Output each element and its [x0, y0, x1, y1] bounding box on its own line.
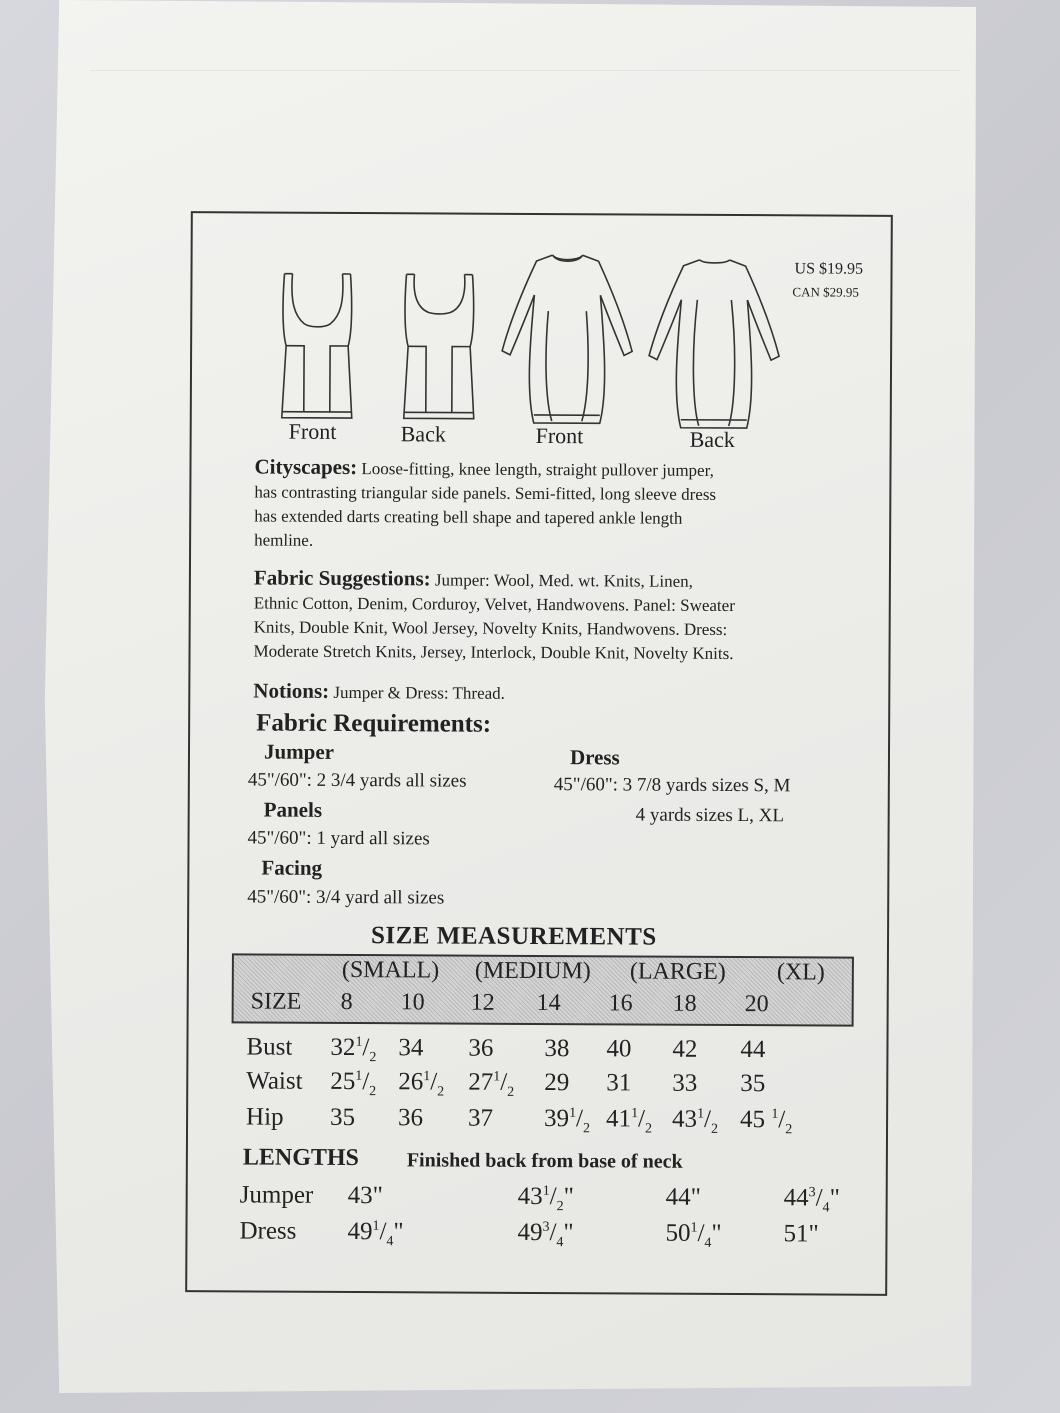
group-large: (LARGE) — [629, 958, 726, 985]
measure-value: $41^1/_2$ — [606, 1105, 653, 1137]
jumper-front-drawing — [280, 272, 355, 422]
description-title: Cityscapes: — [254, 454, 358, 480]
figure-label-dress-front: Front — [535, 422, 584, 449]
jumper-label: Jumper — [263, 739, 335, 764]
row-label-hip: Hip — [246, 1103, 284, 1131]
lengths-title: LENGTHS — [242, 1144, 359, 1172]
measure-value: 36 — [468, 1034, 494, 1062]
measure-value: 35 — [740, 1070, 766, 1098]
size-10: 10 — [400, 989, 425, 1016]
length-value: $44^3/_4$" — [783, 1184, 840, 1216]
panels-requirement: 45"/60": 1 yard all sizes — [247, 827, 430, 850]
length-value: 44" — [665, 1183, 701, 1211]
fabric-suggestions-block — [253, 566, 735, 667]
length-value: 43" — [347, 1182, 383, 1210]
jumper-back-drawing — [402, 272, 477, 422]
row-label-bust: Bust — [246, 1033, 293, 1061]
group-small: (SMALL) — [341, 956, 440, 984]
group-xl: (XL) — [776, 959, 825, 986]
description-block — [254, 455, 716, 555]
measure-value: 31 — [606, 1069, 632, 1097]
size-8: 8 — [340, 988, 353, 1016]
measure-value: 37 — [468, 1104, 494, 1132]
pattern-info-panel — [185, 211, 893, 1296]
dress-back-drawing — [647, 256, 782, 437]
description-line-1: Loose-fitting, knee length, straight pullover jumper, — [361, 459, 714, 480]
length-value: 51" — [783, 1220, 819, 1248]
measure-value: 35 — [330, 1103, 356, 1132]
measure-value: 38 — [544, 1035, 570, 1063]
dress-requirement-1: 45"/60": 3 7/8 yards sizes S, M — [553, 774, 791, 797]
notions-block — [253, 679, 505, 706]
measure-value: 45 $^1/_2$ — [740, 1106, 793, 1138]
length-value: $50^1/_4$" — [665, 1219, 722, 1251]
notions-title: Notions: — [253, 678, 330, 703]
fabric-suggestions-line-4: Moderate Stretch Knits, Jersey, Interlock, Double Knit, Novelty Knits. — [253, 641, 734, 664]
measure-value: $25^1/_2$ — [330, 1067, 377, 1100]
measure-value: 34 — [398, 1034, 424, 1062]
length-label-dress: Dress — [239, 1217, 297, 1245]
price-us: US $19.95 — [794, 260, 864, 278]
size-16: 16 — [608, 990, 633, 1017]
notions-text: Jumper & Dress: Thread. — [333, 682, 506, 703]
size-20: 20 — [744, 991, 769, 1018]
dress-label: Dress — [569, 745, 620, 770]
facing-requirement: 45"/60": 3/4 yard all sizes — [247, 886, 445, 909]
measure-value: 36 — [398, 1104, 424, 1132]
panels-label: Panels — [263, 797, 323, 822]
figure-label-dress-back: Back — [689, 426, 735, 453]
lengths-subtitle: Finished back from base of neck — [406, 1149, 683, 1173]
description-line-3: has extended darts creating bell shape and tapered ankle length — [254, 506, 683, 528]
fabric-requirements-title: Fabric Requirements: — [256, 709, 492, 738]
measure-value: $26^1/_2$ — [398, 1068, 445, 1100]
measure-value: $32^1/_2$ — [330, 1033, 377, 1066]
dress-requirement-2: 4 yards sizes L, XL — [635, 804, 785, 827]
fabric-suggestions-line-1: Jumper: Wool, Med. wt. Knits, Linen, — [434, 570, 694, 591]
fabric-suggestions-title: Fabric Suggestions: — [253, 565, 431, 591]
jumper-requirement: 45"/60": 2 3/4 yards all sizes — [247, 769, 467, 792]
size-14: 14 — [536, 989, 561, 1017]
measure-value: 40 — [606, 1035, 632, 1063]
group-medium: (MEDIUM) — [474, 957, 591, 985]
measure-value: 29 — [544, 1069, 570, 1097]
measure-value: $43^1/_2$ — [672, 1105, 719, 1137]
size-measurements-title: SIZE MEASUREMENTS — [370, 922, 657, 951]
size-18: 18 — [672, 990, 697, 1017]
measure-value: 33 — [672, 1069, 698, 1097]
length-value: $49^1/_4$" — [347, 1218, 404, 1250]
row-label-waist: Waist — [246, 1067, 303, 1095]
size-label: SIZE — [250, 988, 302, 1015]
length-value: $43^1/_2$" — [517, 1182, 574, 1215]
price-can: CAN $29.95 — [792, 284, 859, 300]
measure-value: $27^1/_2$ — [468, 1068, 515, 1100]
figure-label-jumper-back: Back — [400, 421, 446, 447]
measure-value: 44 — [740, 1036, 766, 1064]
description-line-2: has contrasting triangular side panels. Semi-fitted, long sleeve dress — [254, 482, 717, 504]
size-12: 12 — [470, 989, 495, 1016]
envelope-crease — [90, 70, 960, 71]
measure-value: $39^1/_2$ — [544, 1105, 591, 1137]
length-label-jumper: Jumper — [239, 1181, 314, 1209]
description-line-4: hemline. — [254, 530, 314, 550]
measure-value: 42 — [672, 1035, 698, 1063]
dress-front-drawing — [500, 251, 635, 432]
fabric-suggestions-line-2: Ethnic Cotton, Denim, Corduroy, Velvet, Handwovens. Panel: Sweater — [253, 593, 735, 616]
figure-label-jumper-front: Front — [288, 418, 337, 444]
fabric-suggestions-line-3: Knits, Double Knit, Wool Jersey, Novelty Knits, Handwovens. Dress: — [253, 617, 728, 639]
length-value: $49^3/_4$" — [517, 1218, 574, 1251]
facing-label: Facing — [261, 855, 323, 880]
